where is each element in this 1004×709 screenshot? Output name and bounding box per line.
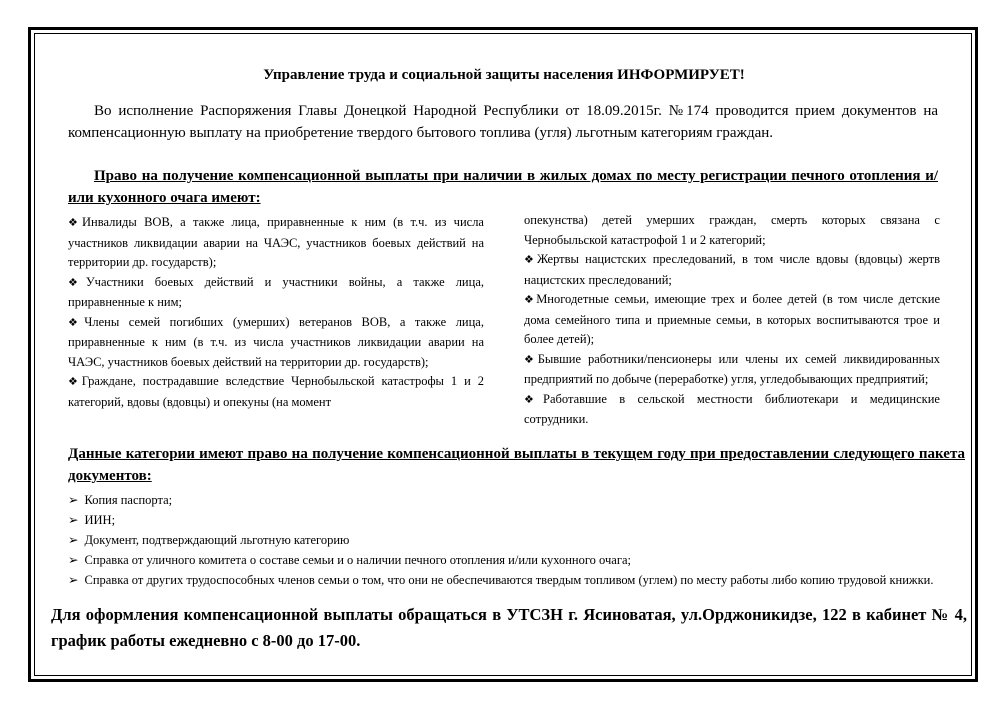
category-item: ❖Жертвы нацистских преследований, в том числе вдовы (вдовцы) жертв нацистских преследований; bbox=[524, 252, 940, 287]
category-item: ❖Бывшие работники/пенсионеры или члены их семей ликвидированных предприятий по добыче (переработке) угля, угледобывающих предприятий; bbox=[524, 351, 940, 386]
category-continuation: опекунства) детей умерших граждан, смерть которых связана с Чернобыльской катастрофой 1 и 2 категорий; bbox=[524, 213, 940, 247]
document-item: ➢ Справка от других трудоспособных членов семьи о том, что они не обеспечиваются твердым топливом (углем) по месту работы либо копию трудовой книжки. bbox=[68, 573, 934, 587]
document-item: ➢ Документ, подтверждающий льготную категорию bbox=[68, 533, 350, 547]
diamond-bullet-icon: ❖ bbox=[524, 254, 537, 266]
categories-right-column bbox=[524, 211, 940, 430]
category-item: ❖Участники боевых действий и участники войны, а также лица, приравненные к ним; bbox=[68, 274, 484, 309]
diamond-bullet-icon: ❖ bbox=[524, 294, 537, 306]
diamond-bullet-icon: ❖ bbox=[68, 217, 83, 229]
arrow-bullet-icon: ➢ bbox=[68, 493, 79, 507]
contact-footer: Для оформления компенсационной выплаты обращаться в УТСЗН г. Ясиноватая, ул.Орджоникидзе, 122 в кабинет № 4, график работы ежедневно с 8-00 до 17-00. bbox=[51, 605, 967, 650]
diamond-bullet-icon: ❖ bbox=[68, 276, 86, 289]
arrow-bullet-icon: ➢ bbox=[68, 513, 79, 527]
category-item: ❖Инвалиды ВОВ, а также лица, приравненные к ним (в т.ч. из числа участников ликвидации аварии на ЧАЭС, участников боевых действий на территории др. государств); bbox=[68, 215, 484, 269]
diamond-bullet-icon: ❖ bbox=[68, 376, 82, 388]
eligibility-heading: Право на получение компенсационной выплаты при наличии в жилых домах по месту регистрации печного отопления и/или кухонного очага имеют: bbox=[68, 168, 938, 206]
arrow-bullet-icon: ➢ bbox=[68, 573, 79, 587]
arrow-bullet-icon: ➢ bbox=[68, 553, 79, 567]
documents-list bbox=[68, 490, 965, 590]
document-item: ➢ ИИН; bbox=[68, 513, 116, 527]
category-item: ❖Граждане, пострадавшие вследствие Чернобыльской катастрофы 1 и 2 категорий, вдовы (вдовцы) и опекуны (на момент bbox=[68, 374, 484, 409]
arrow-bullet-icon: ➢ bbox=[68, 533, 79, 547]
notice-title: Управление труда и социальной защиты населения ИНФОРМИРУЕТ! bbox=[263, 67, 745, 83]
documents-heading: Данные категории имеют право на получение компенсационной выплаты в текущем году при предоставлении следующего пакета документов: bbox=[68, 446, 965, 484]
category-item: ❖Многодетные семьи, имеющие трех и более детей (в том числе детские дома семейного типа и приемные семьи, в которых воспитываются трое и более детей); bbox=[524, 292, 940, 346]
document-item: ➢ Копия паспорта; bbox=[68, 493, 173, 507]
category-item: ❖Работавшие в сельской местности библиотекари и медицинские сотрудники. bbox=[524, 391, 940, 426]
document-item: ➢ Справка от уличного комитета о составе семьи и о наличии печного отопления и/или кухонного очага; bbox=[68, 553, 631, 567]
diamond-bullet-icon: ❖ bbox=[68, 316, 85, 329]
diamond-bullet-icon: ❖ bbox=[524, 393, 544, 406]
category-item: ❖Члены семей погибших (умерших) ветеранов ВОВ, а также лица, приравненные к ним (в т.ч. из числа участников ликвидации аварии на ЧАЭС, участников боевых действий на территории др. государств); bbox=[68, 314, 484, 369]
categories-left-column bbox=[68, 213, 484, 412]
diamond-bullet-icon: ❖ bbox=[524, 353, 538, 366]
intro-paragraph: Во исполнение Распоряжения Главы Донецкой Народной Республики от 18.09.2015г. №174 проводится прием документов на компенсационную выплату на приобретение твердого бытового топлива (угля) льготным категориям граждан. bbox=[68, 103, 938, 141]
